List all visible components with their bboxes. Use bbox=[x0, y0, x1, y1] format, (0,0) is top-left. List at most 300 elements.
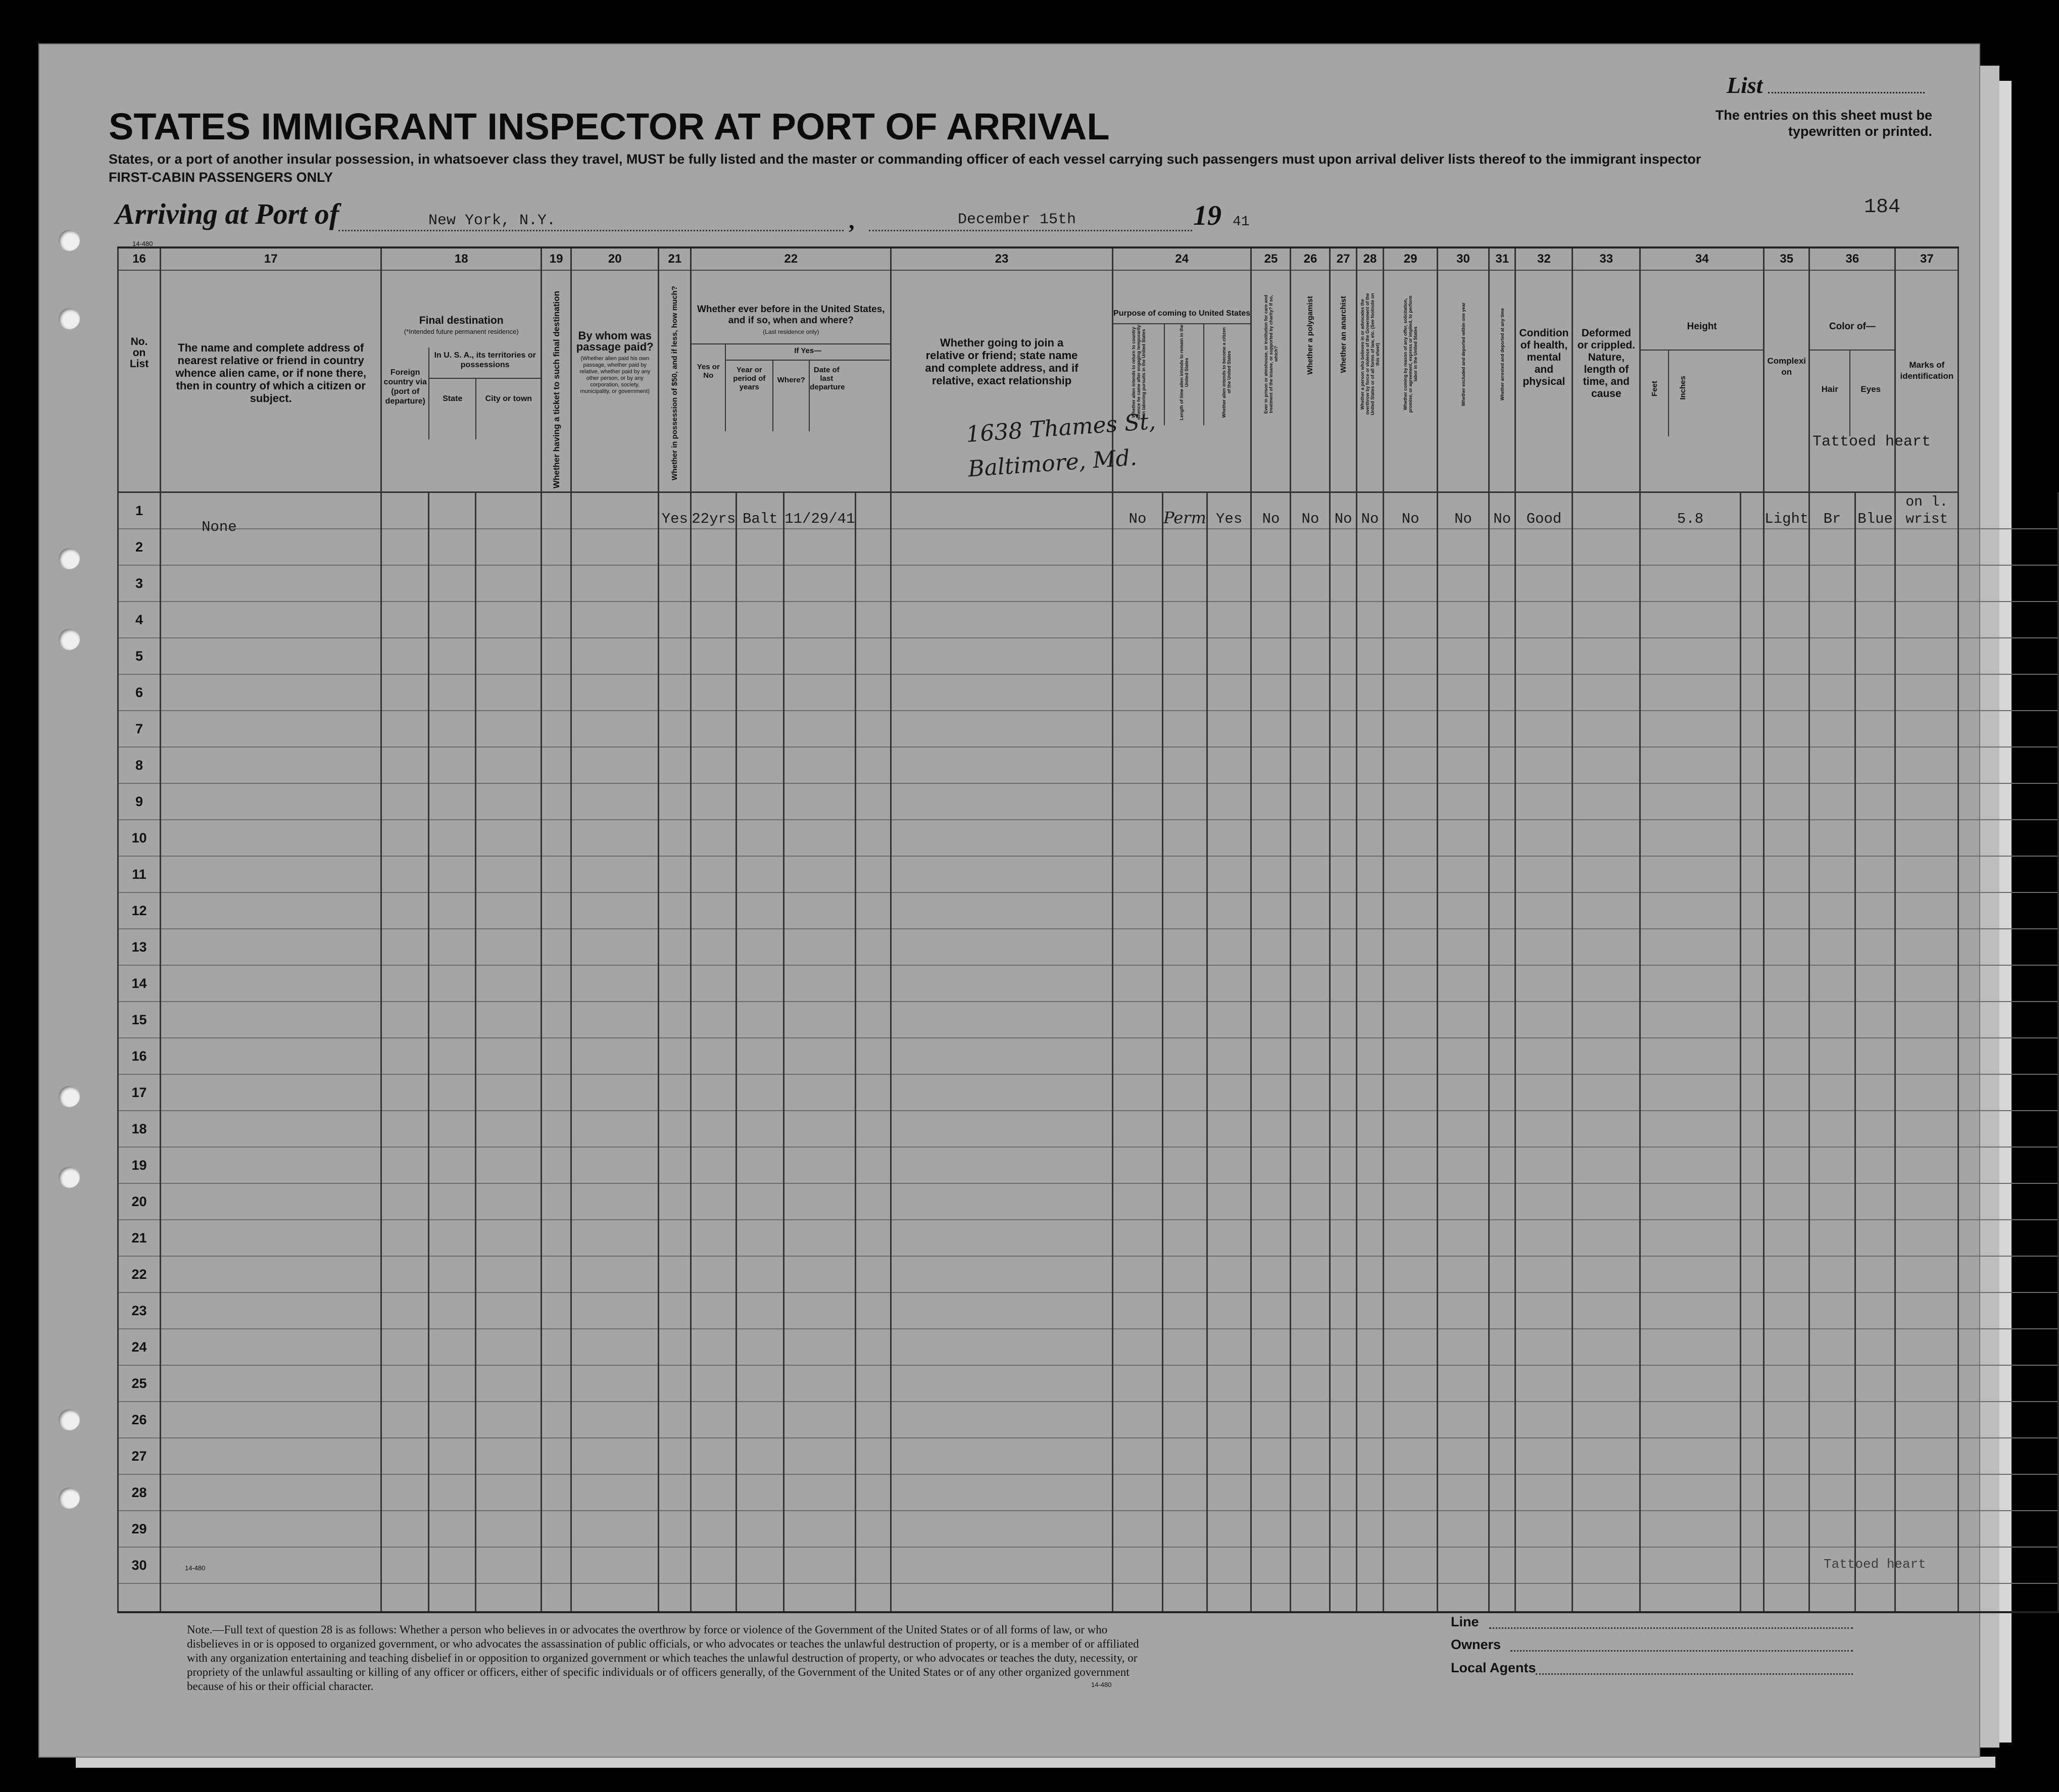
table-cell bbox=[161, 1402, 381, 1438]
table-cell bbox=[1958, 1365, 2058, 1402]
table-cell bbox=[1895, 1111, 1958, 1147]
table-cell bbox=[1958, 1329, 2058, 1365]
table-cell bbox=[737, 638, 784, 674]
table-cell bbox=[1356, 1511, 1383, 1547]
table-cell bbox=[542, 965, 571, 1002]
table-cell bbox=[161, 820, 381, 856]
table-cell bbox=[891, 1038, 1112, 1074]
col-number: 25 bbox=[1251, 247, 1291, 270]
table-cell bbox=[1384, 1111, 1438, 1147]
table-cell bbox=[1384, 1583, 1438, 1612]
table-cell bbox=[1489, 1256, 1515, 1292]
table-cell bbox=[1489, 1474, 1515, 1511]
row-number: 14 bbox=[118, 965, 161, 1002]
table-cell bbox=[1330, 1147, 1356, 1183]
table-cell bbox=[1573, 1583, 1640, 1612]
table-row bbox=[118, 965, 2058, 1002]
table-cell bbox=[1895, 747, 1958, 783]
table-cell bbox=[1163, 1147, 1207, 1183]
table-cell bbox=[1330, 674, 1356, 711]
table-cell bbox=[1251, 1038, 1291, 1074]
table-cell bbox=[1640, 1074, 1741, 1111]
table-cell bbox=[161, 492, 381, 536]
table-cell bbox=[737, 565, 784, 602]
table-cell bbox=[1855, 1329, 1895, 1365]
table-cell bbox=[1163, 965, 1207, 1002]
table-cell bbox=[1330, 1074, 1356, 1111]
table-cell bbox=[856, 892, 891, 929]
table-cell bbox=[1438, 1474, 1489, 1511]
row-number: 17 bbox=[118, 1074, 161, 1111]
table-cell bbox=[1809, 1438, 1855, 1474]
table-cell bbox=[891, 638, 1112, 674]
header-text: Yes or No bbox=[697, 363, 720, 380]
table-cell bbox=[737, 856, 784, 892]
table-cell bbox=[1895, 1329, 1958, 1365]
table-cell bbox=[1489, 747, 1515, 783]
table-cell bbox=[1489, 674, 1515, 711]
table-cell bbox=[1855, 929, 1895, 965]
table-cell bbox=[1207, 929, 1251, 965]
table-cell bbox=[1251, 1183, 1291, 1220]
table-cell bbox=[476, 529, 542, 565]
table-cell bbox=[571, 1547, 658, 1583]
table-cell bbox=[161, 1147, 381, 1183]
table-cell bbox=[1291, 1074, 1330, 1111]
table-cell bbox=[428, 856, 475, 892]
header-text: Whether going to join a relative or friend; state name and complete address, and if relative, exact relationship bbox=[925, 336, 1078, 387]
table-cell bbox=[1207, 1583, 1251, 1612]
table-cell bbox=[1384, 747, 1438, 783]
header-text: (*Intended future permanent residence) bbox=[404, 328, 519, 335]
table-cell bbox=[784, 1474, 856, 1511]
table-cell bbox=[1515, 1547, 1573, 1583]
table-cell bbox=[1163, 711, 1207, 747]
form-instructions: States, or a port of another insular possession, in whatsoever class they travel, MUST be fully listed and the master or commanding officer of each vessel carrying such passengers must upon arrival deliver lists thereof to the immigrant inspector bbox=[109, 152, 1701, 167]
table-cell bbox=[476, 602, 542, 638]
table-cell bbox=[1112, 492, 1162, 529]
table-cell bbox=[476, 1220, 542, 1256]
table-cell bbox=[1764, 747, 1809, 783]
row-number: 11 bbox=[118, 856, 161, 892]
table-cell bbox=[1740, 856, 1763, 892]
table-cell bbox=[691, 1329, 737, 1365]
table-cell bbox=[1330, 1365, 1356, 1402]
table-cell bbox=[428, 1402, 475, 1438]
table-row bbox=[118, 1038, 2058, 1074]
table-cell bbox=[1740, 965, 1763, 1002]
table-cell bbox=[1251, 1583, 1291, 1612]
table-cell bbox=[381, 1583, 428, 1612]
col-number: 31 bbox=[1489, 247, 1515, 270]
table-cell bbox=[161, 1511, 381, 1547]
entry-arrested: No bbox=[1493, 511, 1511, 528]
table-cell bbox=[1251, 1074, 1291, 1111]
table-cell bbox=[476, 1292, 542, 1329]
table-cell bbox=[784, 711, 856, 747]
table-cell bbox=[1855, 602, 1895, 638]
table-cell bbox=[659, 711, 691, 747]
table-cell bbox=[737, 1474, 784, 1511]
table-cell bbox=[1640, 492, 1741, 529]
table-cell bbox=[542, 783, 571, 820]
owners-field bbox=[1510, 1650, 1853, 1652]
table-cell bbox=[1855, 1220, 1895, 1256]
table-cell bbox=[1764, 929, 1809, 965]
row-number: 29 bbox=[118, 1511, 161, 1547]
table-cell bbox=[691, 1256, 737, 1292]
table-cell bbox=[1515, 1511, 1573, 1547]
table-cell bbox=[1515, 1329, 1573, 1365]
table-cell bbox=[428, 602, 475, 638]
list-number: 184 bbox=[1864, 196, 1901, 219]
table-cell bbox=[571, 1511, 658, 1547]
table-cell bbox=[737, 529, 784, 565]
table-cell bbox=[428, 711, 475, 747]
table-cell bbox=[161, 747, 381, 783]
table-cell bbox=[1958, 892, 2058, 929]
table-cell bbox=[737, 1074, 784, 1111]
table-cell bbox=[1163, 529, 1207, 565]
table-cell bbox=[161, 1038, 381, 1074]
table-cell bbox=[381, 1547, 428, 1583]
table-cell bbox=[1251, 1220, 1291, 1256]
table-cell bbox=[428, 1583, 475, 1612]
table-cell bbox=[1384, 929, 1438, 965]
table-cell bbox=[1330, 783, 1356, 820]
table-cell bbox=[1356, 820, 1383, 856]
table-cell bbox=[659, 529, 691, 565]
table-cell bbox=[784, 602, 856, 638]
table-cell bbox=[1291, 783, 1330, 820]
table-cell bbox=[691, 1038, 737, 1074]
table-cell bbox=[1764, 1111, 1809, 1147]
table-cell bbox=[571, 602, 658, 638]
entry-overthrow: No bbox=[1361, 511, 1379, 528]
table-cell bbox=[1489, 529, 1515, 565]
table-cell bbox=[1384, 820, 1438, 856]
table-cell bbox=[737, 820, 784, 856]
table-cell bbox=[691, 892, 737, 929]
table-cell bbox=[1573, 1511, 1640, 1547]
table-cell bbox=[1489, 1583, 1515, 1612]
table-row bbox=[118, 1183, 2058, 1220]
table-cell bbox=[659, 1074, 691, 1111]
table-cell bbox=[691, 1074, 737, 1111]
entry-excluded: No bbox=[1454, 511, 1472, 528]
row-number: 1 bbox=[118, 492, 161, 529]
table-cell bbox=[1764, 565, 1809, 602]
table-cell bbox=[1291, 1002, 1330, 1038]
table-cell bbox=[891, 1002, 1112, 1038]
table-cell bbox=[1356, 1074, 1383, 1111]
punch-hole bbox=[59, 1409, 80, 1430]
table-cell bbox=[1573, 856, 1640, 892]
table-cell bbox=[1573, 529, 1640, 565]
table-cell bbox=[1855, 1474, 1895, 1511]
table-cell bbox=[1764, 1365, 1809, 1402]
table-cell bbox=[542, 1220, 571, 1256]
table-row bbox=[118, 1365, 2058, 1402]
table-cell bbox=[1489, 820, 1515, 856]
table-cell bbox=[659, 1583, 691, 1612]
table-cell bbox=[1489, 965, 1515, 1002]
entry-before-yesno: Yes bbox=[661, 511, 688, 528]
table-cell bbox=[1207, 602, 1251, 638]
table-cell bbox=[1764, 638, 1809, 674]
table-cell bbox=[1895, 1183, 1958, 1220]
table-cell bbox=[381, 565, 428, 602]
table-cell bbox=[1573, 892, 1640, 929]
table-cell bbox=[1384, 529, 1438, 565]
table-cell bbox=[784, 492, 856, 529]
table-cell bbox=[856, 492, 891, 529]
table-row bbox=[118, 1147, 2058, 1183]
table-cell bbox=[161, 892, 381, 929]
table-cell bbox=[381, 1038, 428, 1074]
table-cell bbox=[1958, 674, 2058, 711]
table-cell bbox=[737, 492, 784, 529]
table-cell bbox=[659, 1438, 691, 1474]
table-cell bbox=[1764, 711, 1809, 747]
table-cell bbox=[381, 1074, 428, 1111]
table-cell bbox=[856, 1583, 891, 1612]
punch-hole bbox=[59, 629, 80, 650]
table-cell bbox=[1640, 1292, 1741, 1329]
table-row bbox=[118, 856, 2058, 892]
table-cell bbox=[1356, 674, 1383, 711]
table-cell bbox=[691, 565, 737, 602]
table-cell bbox=[1958, 1220, 2058, 1256]
table-cell bbox=[428, 674, 475, 711]
form-title: STATES IMMIGRANT INSPECTOR AT PORT OF ARRIVAL bbox=[109, 106, 1110, 147]
table-cell bbox=[1438, 1256, 1489, 1292]
table-cell bbox=[1958, 1438, 2058, 1474]
table-cell bbox=[381, 965, 428, 1002]
row-number: 16 bbox=[118, 1038, 161, 1074]
table-cell bbox=[891, 1474, 1112, 1511]
local-agents-label: Local Agents bbox=[1451, 1660, 1536, 1675]
table-cell bbox=[1330, 638, 1356, 674]
table-cell bbox=[784, 783, 856, 820]
table-cell bbox=[1330, 1474, 1356, 1511]
col-number: 17 bbox=[161, 247, 381, 270]
table-cell bbox=[1251, 674, 1291, 711]
header-text: Length of time alien intends to remain in the United States bbox=[1179, 324, 1189, 420]
table-cell bbox=[1356, 1256, 1383, 1292]
table-cell bbox=[1163, 492, 1207, 529]
table-cell bbox=[737, 1329, 784, 1365]
table-cell bbox=[161, 1111, 381, 1147]
table-cell bbox=[1809, 1583, 1855, 1612]
table-cell bbox=[476, 820, 542, 856]
owners-label: Owners bbox=[1451, 1637, 1501, 1652]
table-cell bbox=[659, 1292, 691, 1329]
table-cell bbox=[1291, 602, 1330, 638]
table-cell bbox=[1163, 1402, 1207, 1438]
table-cell bbox=[428, 1002, 475, 1038]
table-cell bbox=[891, 783, 1112, 820]
table-cell bbox=[1640, 1402, 1741, 1438]
table-cell bbox=[1740, 1474, 1763, 1511]
table-cell bbox=[1958, 856, 2058, 892]
table-cell bbox=[1438, 529, 1489, 565]
table-cell bbox=[1163, 602, 1207, 638]
table-cell bbox=[891, 1402, 1112, 1438]
table-cell bbox=[1740, 1002, 1763, 1038]
table-cell bbox=[1809, 1220, 1855, 1256]
entry-marks-line2: on l. wrist bbox=[1905, 494, 1948, 528]
table-cell bbox=[1112, 1583, 1162, 1612]
table-cell bbox=[1330, 892, 1356, 929]
table-cell bbox=[1438, 1402, 1489, 1438]
table-cell bbox=[161, 929, 381, 965]
table-cell bbox=[428, 783, 475, 820]
row-number: 9 bbox=[118, 783, 161, 820]
table-cell bbox=[1895, 674, 1958, 711]
table-cell bbox=[1356, 856, 1383, 892]
table-cell bbox=[1515, 565, 1573, 602]
line-field bbox=[1489, 1627, 1853, 1629]
col-number: 34 bbox=[1640, 247, 1764, 270]
table-cell bbox=[1515, 1183, 1573, 1220]
table-cell bbox=[1573, 1111, 1640, 1147]
table-cell bbox=[1809, 1474, 1855, 1511]
entry-before-date: 11/29/41 bbox=[785, 511, 855, 528]
table-cell bbox=[1515, 929, 1573, 965]
table-cell bbox=[1438, 1147, 1489, 1183]
table-cell bbox=[1251, 565, 1291, 602]
table-cell bbox=[161, 565, 381, 602]
table-cell bbox=[1356, 1183, 1383, 1220]
table-row bbox=[118, 1220, 2058, 1256]
col-number: 26 bbox=[1291, 247, 1330, 270]
entry-hair: Br bbox=[1823, 511, 1841, 528]
table-cell bbox=[856, 820, 891, 856]
table-cell bbox=[1251, 1147, 1291, 1183]
table-cell bbox=[1251, 1329, 1291, 1365]
table-cell bbox=[1112, 602, 1162, 638]
table-cell bbox=[1251, 1402, 1291, 1438]
table-cell bbox=[784, 1438, 856, 1474]
table-cell bbox=[659, 1365, 691, 1402]
table-cell bbox=[571, 929, 658, 965]
list-number-line bbox=[1768, 92, 1925, 93]
header-text: Whether coming by reason of any offer, solicitation, promise, or agreement, express or implied, to perform labor in the United States bbox=[1403, 295, 1418, 413]
table-cell bbox=[1764, 820, 1809, 856]
table-cell bbox=[1740, 602, 1763, 638]
table-cell bbox=[1489, 1365, 1515, 1402]
table-cell bbox=[1740, 1511, 1763, 1547]
table-cell bbox=[161, 1292, 381, 1329]
table-cell bbox=[1112, 820, 1162, 856]
table-cell bbox=[1356, 1438, 1383, 1474]
table-cell bbox=[428, 1074, 475, 1111]
table-cell bbox=[381, 1402, 428, 1438]
table-cell bbox=[1291, 1547, 1330, 1583]
table-cell bbox=[381, 1147, 428, 1183]
table-cell bbox=[737, 965, 784, 1002]
table-cell bbox=[1438, 747, 1489, 783]
table-cell bbox=[1207, 492, 1251, 529]
table-cell bbox=[161, 602, 381, 638]
table-cell bbox=[1895, 1074, 1958, 1111]
row-number: 22 bbox=[118, 1256, 161, 1292]
form-code-footnote: 14-480 bbox=[1091, 1681, 1112, 1688]
table-cell bbox=[542, 747, 571, 783]
table-cell bbox=[1251, 1438, 1291, 1474]
table-cell bbox=[659, 747, 691, 783]
table-cell bbox=[381, 892, 428, 929]
table-cell bbox=[571, 892, 658, 929]
table-cell bbox=[1207, 1402, 1251, 1438]
col-number: 20 bbox=[571, 247, 658, 270]
table-cell bbox=[1515, 1365, 1573, 1402]
table-cell bbox=[476, 1038, 542, 1074]
table-cell bbox=[1515, 529, 1573, 565]
table-cell bbox=[856, 1329, 891, 1365]
col-number: 27 bbox=[1330, 247, 1356, 270]
table-cell bbox=[1895, 1038, 1958, 1074]
row-number: 24 bbox=[118, 1329, 161, 1365]
table-cell bbox=[1515, 1074, 1573, 1111]
table-cell bbox=[659, 638, 691, 674]
table-cell bbox=[428, 1220, 475, 1256]
table-cell bbox=[542, 1147, 571, 1183]
table-row bbox=[118, 602, 2058, 638]
header-text: Whether a person who believes in or advocates the overthrow by force or violence of the Government of the United States or of all forms of law, etc. (See footnote on this sheet) bbox=[1360, 293, 1381, 415]
table-cell bbox=[542, 1365, 571, 1402]
table-cell bbox=[1207, 529, 1251, 565]
table-cell bbox=[691, 1220, 737, 1256]
table-cell bbox=[1855, 1074, 1895, 1111]
header-ticket bbox=[542, 270, 571, 492]
table-cell bbox=[1809, 1402, 1855, 1438]
table-cell bbox=[784, 1329, 856, 1365]
table-cell bbox=[737, 1038, 784, 1074]
table-cell bbox=[1489, 492, 1515, 529]
table-cell bbox=[891, 1074, 1112, 1111]
table-cell bbox=[1291, 529, 1330, 565]
table-cell bbox=[1356, 1147, 1383, 1183]
table-cell bbox=[1384, 856, 1438, 892]
table-cell bbox=[856, 711, 891, 747]
table-cell bbox=[1330, 747, 1356, 783]
table-cell bbox=[1438, 1438, 1489, 1474]
table-cell bbox=[1330, 1438, 1356, 1474]
entry-labor-offer: No bbox=[1401, 511, 1419, 528]
col-number: 19 bbox=[542, 247, 571, 270]
table-cell bbox=[1740, 565, 1763, 602]
table-cell bbox=[1112, 1220, 1162, 1256]
table-cell bbox=[381, 783, 428, 820]
table-cell bbox=[1640, 1474, 1741, 1511]
table-cell bbox=[891, 892, 1112, 929]
table-cell bbox=[1207, 1220, 1251, 1256]
table-cell bbox=[1895, 1365, 1958, 1402]
table-cell bbox=[476, 965, 542, 1002]
table-cell bbox=[542, 565, 571, 602]
table-cell bbox=[1207, 747, 1251, 783]
col-number: 21 bbox=[659, 247, 691, 270]
table-row bbox=[118, 1511, 2058, 1547]
table-cell bbox=[476, 711, 542, 747]
table-cell bbox=[1515, 1147, 1573, 1183]
entry-purpose-b: Perm bbox=[1163, 508, 1206, 528]
table-cell bbox=[542, 1474, 571, 1511]
table-cell bbox=[1291, 1402, 1330, 1438]
table-cell bbox=[1112, 1438, 1162, 1474]
